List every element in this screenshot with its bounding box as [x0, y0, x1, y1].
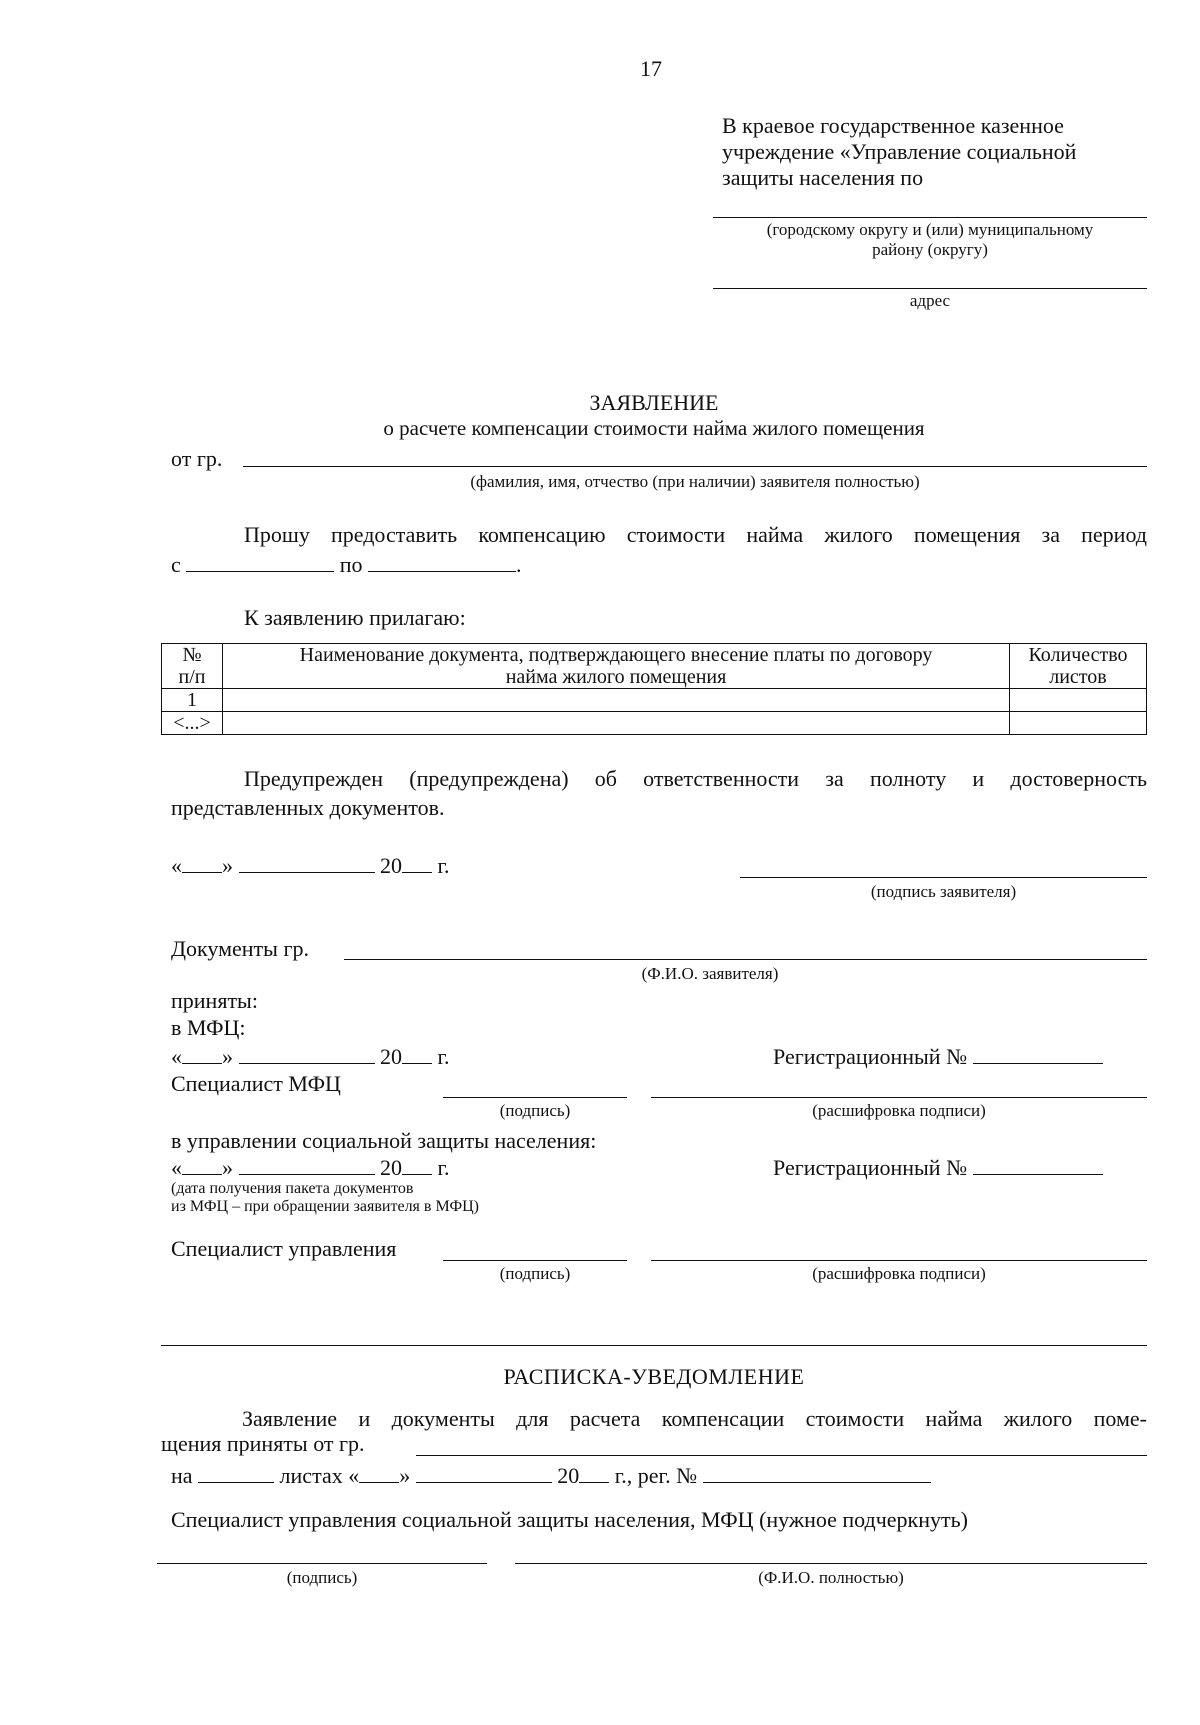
table-row: [162, 712, 1147, 735]
header-sheet-count-line-2: листов: [1049, 666, 1107, 688]
document-title: ЗАЯВЛЕНИЕ: [589, 390, 719, 415]
header-number-line-1: №: [182, 644, 202, 666]
period-end: .: [516, 552, 522, 577]
receipt-title: РАСПИСКА-УВЕДОМЛЕНИЕ: [503, 1364, 805, 1389]
applicant-name-line[interactable]: [243, 466, 1147, 467]
receipt-fio-line[interactable]: [515, 1563, 1147, 1564]
day-field[interactable]: [182, 1156, 222, 1175]
period-row: [171, 552, 522, 578]
year-suffix: г.: [437, 1155, 450, 1180]
receipt-on-label: на: [171, 1463, 193, 1488]
accepted-label: приняты:: [171, 988, 258, 1013]
year-field[interactable]: [402, 1156, 432, 1175]
dept-decode-hint: (расшифровка подписи): [812, 1264, 986, 1283]
date-note-2: из МФЦ – при обращении заявителя в МФЦ): [171, 1198, 479, 1215]
reg-number-field[interactable]: [973, 1045, 1103, 1064]
header-sheet-count-line-1: Количество: [1028, 644, 1128, 666]
district-field-line[interactable]: [713, 217, 1147, 218]
page-number: 17: [640, 56, 662, 81]
header-number: [162, 644, 223, 689]
year-prefix: 20: [380, 1155, 402, 1180]
header-number-line-2: п/п: [178, 666, 206, 688]
year-prefix: 20: [557, 1463, 580, 1488]
period-from-label: с: [171, 552, 181, 577]
documents-name-line[interactable]: [344, 959, 1147, 960]
mfc-reg-number: [773, 1044, 1103, 1070]
sheets-count-field[interactable]: [198, 1464, 274, 1483]
year-field[interactable]: [402, 1045, 432, 1064]
year-suffix: г.: [437, 1044, 450, 1069]
dept-decode-line[interactable]: [651, 1260, 1147, 1261]
address-field-line[interactable]: [713, 288, 1147, 289]
row-sheet-count[interactable]: [1010, 689, 1147, 712]
reg-number-field[interactable]: [973, 1156, 1103, 1175]
receipt-sheets-row: [171, 1463, 931, 1489]
receipt-specialist: Специалист управления социальной защиты населения, МФЦ (нужное подчеркнуть): [171, 1507, 968, 1532]
mfc-decode-hint: (расшифровка подписи): [812, 1101, 986, 1120]
header-sheet-count: [1010, 644, 1147, 689]
header-document-name: [223, 644, 1010, 689]
year-field[interactable]: [579, 1464, 609, 1483]
documents-fio-hint: (Ф.И.О. заявителя): [641, 964, 779, 983]
applicant-hint: (фамилия, имя, отчество (при наличии) заявителя полностью): [470, 472, 920, 491]
reg-number-label: Регистрационный №: [773, 1155, 968, 1180]
warning-line-1: Предупрежден (предупреждена) об ответственности за полноту и достоверность: [244, 766, 1147, 791]
social-date: [171, 1155, 450, 1181]
row-sheet-count[interactable]: [1010, 712, 1147, 735]
receipt-name-line[interactable]: [416, 1455, 1147, 1456]
in-social-label: в управлении социальной защиты населения:: [171, 1128, 597, 1153]
year-field[interactable]: [402, 854, 432, 873]
warning-line-2: представленных документов.: [171, 795, 445, 820]
year-suffix: г.: [437, 853, 450, 878]
row-number: <...>: [162, 712, 223, 735]
district-hint-1: (городскому округу и (или) муниципальному: [766, 220, 1094, 239]
close-quote: »: [399, 1463, 411, 1488]
table-header-row: [162, 644, 1147, 689]
addressee-line-3: защиты населения по: [722, 165, 924, 190]
receipt-sign-line[interactable]: [157, 1563, 487, 1564]
dept-sign-line[interactable]: [443, 1260, 627, 1261]
reg-number-label: Регистрационный №: [773, 1044, 968, 1069]
month-field[interactable]: [239, 1045, 375, 1064]
header-document-name-line-2: найма жилого помещения: [505, 666, 727, 688]
address-hint: адрес: [909, 291, 951, 310]
in-mfc-label: в МФЦ:: [171, 1015, 246, 1040]
row-document-name[interactable]: [223, 689, 1010, 712]
documents-label: Документы гр.: [171, 936, 309, 961]
social-reg-number: [773, 1155, 1103, 1181]
row-number: 1: [162, 689, 223, 712]
receipt-sign-hint: (подпись): [286, 1568, 358, 1587]
specialist-mfc-label: Специалист МФЦ: [171, 1071, 341, 1096]
day-field[interactable]: [182, 1045, 222, 1064]
dept-sign-hint: (подпись): [499, 1264, 571, 1283]
header-document-name-line-1: Наименование документа, подтверждающего внесение платы по договору: [299, 644, 933, 666]
row-document-name[interactable]: [223, 712, 1010, 735]
district-hint-2: району (округу): [872, 240, 988, 259]
receipt-line-1: Заявление и документы для расчета компенсации стоимости найма жилого поме-: [242, 1406, 1147, 1431]
documents-table: [161, 643, 1147, 735]
request-text: Прошу предоставить компенсацию стоимости найма жилого помещения за период: [244, 522, 1147, 547]
applicant-signature-line[interactable]: [740, 877, 1147, 878]
period-to-label: по: [339, 552, 363, 577]
receipt-reg-label: г., рег. №: [614, 1463, 698, 1488]
receipt-sheets-label: листах «: [279, 1463, 360, 1488]
mfc-date: [171, 1044, 450, 1070]
month-field[interactable]: [239, 854, 375, 873]
applicant-signature-hint: (подпись заявителя): [870, 882, 1017, 901]
close-quote: »: [222, 853, 233, 878]
applicant-date: [171, 853, 450, 879]
receipt-fio-hint: (Ф.И.О. полностью): [758, 1568, 904, 1587]
close-quote: »: [222, 1044, 233, 1069]
mfc-sign-line[interactable]: [443, 1097, 627, 1098]
date-note-1: (дата получения пакета документов: [171, 1180, 414, 1197]
attach-label: К заявлению прилагаю:: [244, 605, 466, 630]
period-from-field[interactable]: [186, 553, 334, 572]
close-quote: »: [222, 1155, 233, 1180]
mfc-sign-hint: (подпись): [499, 1101, 571, 1120]
month-field[interactable]: [416, 1464, 552, 1483]
receipt-line-2: щения приняты от гр.: [161, 1431, 365, 1456]
year-prefix: 20: [380, 853, 402, 878]
addressee-line-2: учреждение «Управление социальной: [722, 139, 1077, 164]
specialist-dept-label: Специалист управления: [171, 1236, 397, 1261]
open-quote: «: [171, 853, 182, 878]
from-label: от гр.: [171, 446, 223, 471]
section-divider: [161, 1345, 1147, 1346]
open-quote: «: [171, 1155, 182, 1180]
open-quote: «: [171, 1044, 182, 1069]
day-field[interactable]: [359, 1464, 399, 1483]
month-field[interactable]: [239, 1156, 375, 1175]
mfc-decode-line[interactable]: [651, 1097, 1147, 1098]
table-row: [162, 689, 1147, 712]
document-subtitle: о расчете компенсации стоимости найма жилого помещения: [383, 416, 925, 440]
day-field[interactable]: [182, 854, 222, 873]
addressee-line-1: В краевое государственное казенное: [722, 113, 1064, 138]
year-prefix: 20: [380, 1044, 402, 1069]
period-to-field[interactable]: [368, 553, 516, 572]
receipt-reg-number-field[interactable]: [703, 1464, 931, 1483]
